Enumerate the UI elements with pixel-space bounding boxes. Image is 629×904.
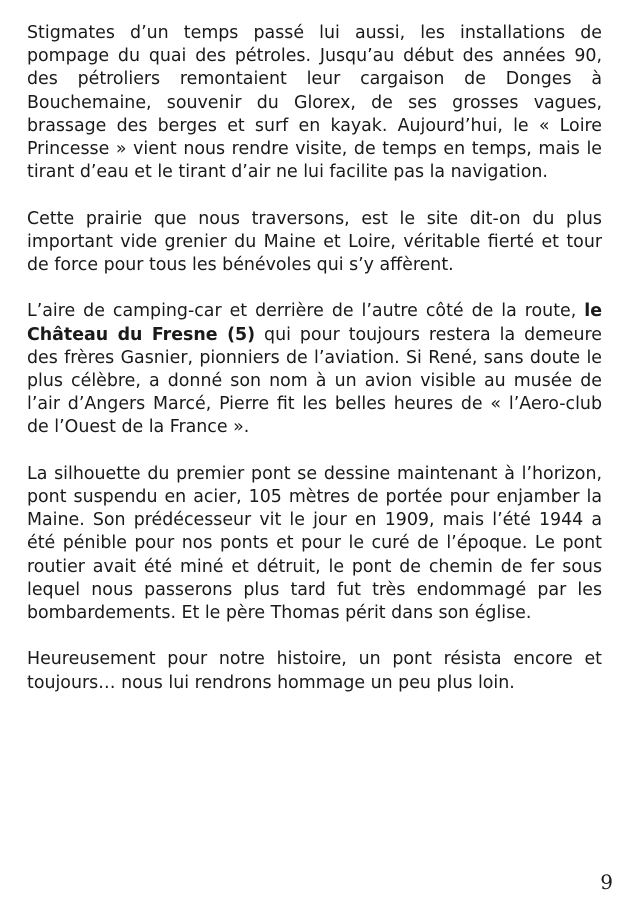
paragraph-prairie: Cette prairie que nous traversons, est le site dit-on du plus important vide grenier du Maine et Loire, véritable fierté et tour de force pour tous les bénévoles qui s’y affèrent. — [27, 208, 602, 276]
paragraph-hommage: Heureusement pour notre histoire, un pont résista encore et toujours… nous lui rendrons hommage un peu plus loin. — [27, 649, 602, 693]
page-number: 9 — [600, 870, 613, 894]
chateau-du-fresne-highlight: le Château du Fresne (5) — [27, 301, 602, 345]
paragraph-chateau-du-fresne — [27, 300, 602, 439]
paragraph-premier-pont: La silhouette du premier pont se dessine maintenant à l’horizon, pont suspendu en acier, 105 mètres de portée pour enjamber la Maine. Son prédécesseur vit le jour en 1909, mais l’été 1944 a été pénible pour nos ponts et pour le curé de l’époque. Le pont routier avait été miné et détruit, le pont de chemin de fer sous lequel nous passerons plus tard fut très endommagé par les bombardements. Et le père Thomas périt dans son église. — [27, 463, 602, 624]
paragraph-chateau-text-before: L’aire de camping-car et derrière de l’autre côté de la route, — [27, 301, 585, 322]
paragraph-quai-des-petroles: Stigmates d’un temps passé lui aussi, les installations de pompage du quai des pétroles. Jusqu’au début des années 90, des pétroliers remontaient leur cargaison de Donges à Bouchemaine, souvenir du Glorex, de ses grosses vagues, brassage des berges et surf en kayak. Aujourd’hui, le « Loire Princesse » vient nous rendre visite, de temps en temps, mais le tirant d’eau et le tirant d’air ne lui facilite pas la navigation. — [27, 23, 602, 183]
paragraph-chateau-text-after: qui pour toujours restera la demeure des frères Gasnier, pionniers de l’aviation. Si René, sans doute le plus célèbre, a donné son nom à un avion visible au musée de l’air d’Angers Marcé, Pierre fit les belles heures de « l’Aero-club de l’Ouest de la France ». — [27, 324, 602, 438]
page-body — [27, 22, 602, 718]
